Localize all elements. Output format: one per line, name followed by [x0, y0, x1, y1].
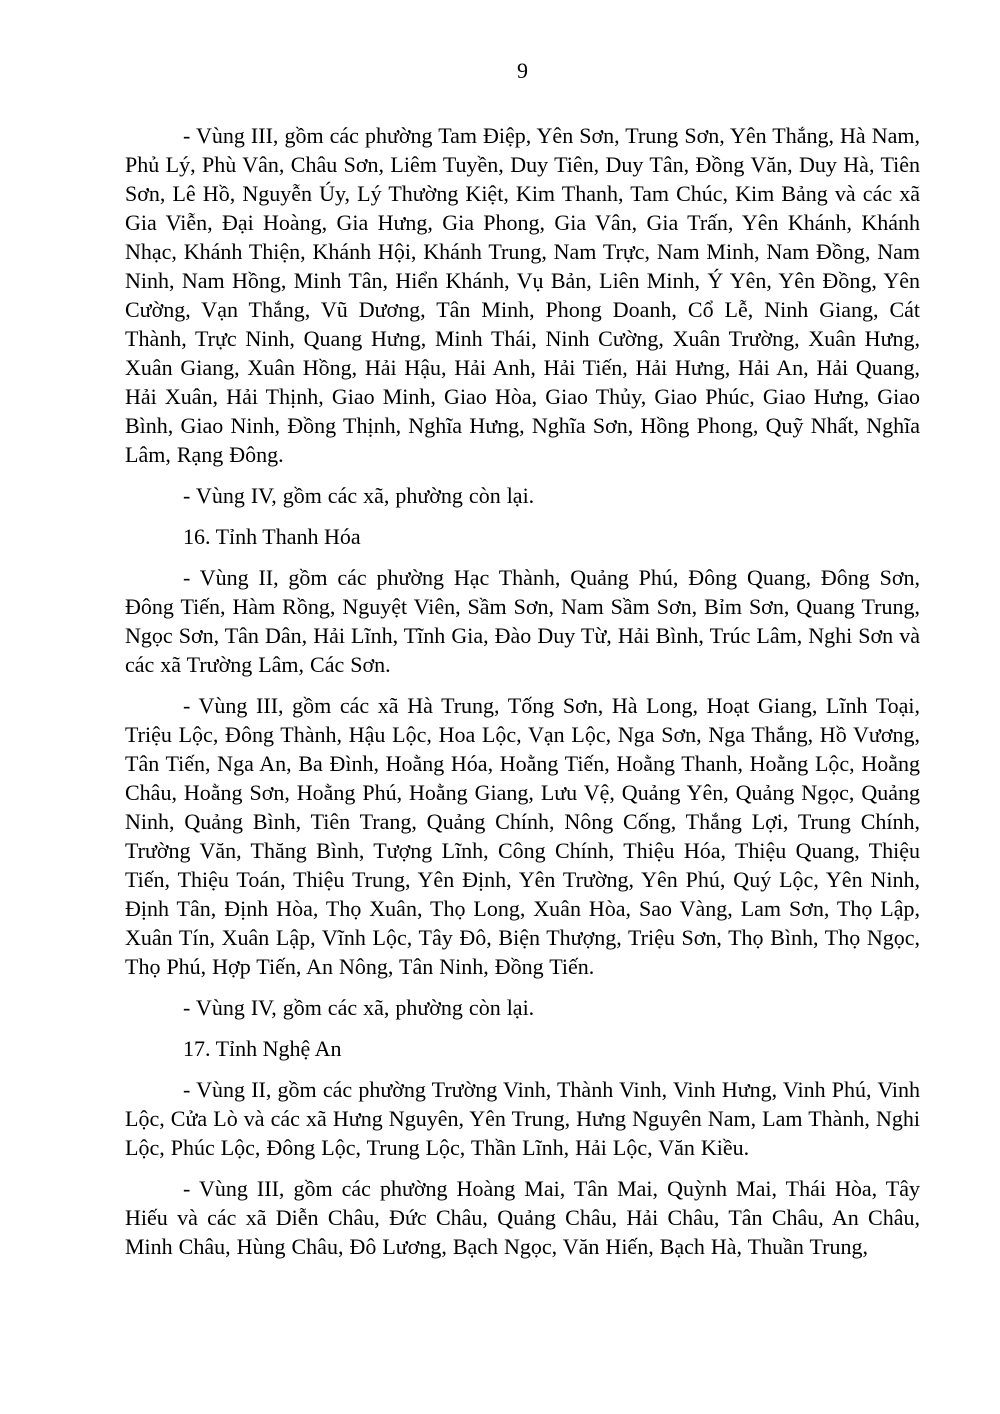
document-body: [125, 121, 920, 1261]
section-heading: 16. Tỉnh Thanh Hóa: [183, 524, 361, 549]
section-heading: 17. Tỉnh Nghệ An: [183, 1036, 342, 1061]
paragraph: - Vùng II, gồm các phường Trường Vinh, Thành Vinh, Vinh Hưng, Vinh Phú, Vinh Lộc, Cửa Lò và các xã Hưng Nguyên, Yên Trung, Hưng Nguyên Nam, Lam Thành, Nghi Lộc, Phúc Lộc, Đông Lộc, Trung Lộc, Thần Lĩnh, Hải Lộc, Văn Kiều.: [125, 1077, 920, 1160]
paragraph: - Vùng IV, gồm các xã, phường còn lại.: [183, 483, 535, 508]
paragraph: - Vùng III, gồm các xã Hà Trung, Tống Sơn, Hà Long, Hoạt Giang, Lĩnh Toại, Triệu Lộc, Đông Thành, Hậu Lộc, Hoa Lộc, Vạn Lộc, Nga Sơn, Nga Thắng, Hồ Vương, Tân Tiến, Nga An, Ba Đình, Hoằng Hóa, Hoằng Tiến, Hoằng Thanh, Hoằng Lộc, Hoằng Châu, Hoằng Sơn, Hoằng Phú, Hoằng Giang, Lưu Vệ, Quảng Yên, Quảng Ngọc, Quảng Ninh, Quảng Bình, Tiên Trang, Quảng Chính, Nông Cống, Thắng Lợi, Trung Chính, Trường Văn, Thăng Bình, Tượng Lĩnh, Công Chính, Thiệu Hóa, Thiệu Quang, Thiệu Tiến, Thiệu Toán, Thiệu Trung, Yên Định, Yên Trường, Yên Phú, Quý Lộc, Yên Ninh, Định Tân, Định Hòa, Thọ Xuân, Thọ Long, Xuân Hòa, Sao Vàng, Lam Sơn, Thọ Lập, Xuân Tín, Xuân Lập, Vĩnh Lộc, Tây Đô, Biện Thượng, Triệu Sơn, Thọ Bình, Thọ Ngọc, Thọ Phú, Hợp Tiến, An Nông, Tân Ninh, Đồng Tiến.: [125, 693, 920, 979]
paragraph: - Vùng III, gồm các phường Tam Điệp, Yên Sơn, Trung Sơn, Yên Thắng, Hà Nam, Phủ Lý, Phù Vân, Châu Sơn, Liêm Tuyền, Duy Tiên, Duy Tân, Đồng Văn, Duy Hà, Tiên Sơn, Lê Hồ, Nguyễn Úy, Lý Thường Kiệt, Kim Thanh, Tam Chúc, Kim Bảng và các xã Gia Viễn, Đại Hoàng, Gia Hưng, Gia Phong, Gia Vân, Gia Trấn, Yên Khánh, Khánh Nhạc, Khánh Thiện, Khánh Hội, Khánh Trung, Nam Trực, Nam Minh, Nam Đồng, Nam Ninh, Nam Hồng, Minh Tân, Hiển Khánh, Vụ Bản, Liên Minh, Ý Yên, Yên Đồng, Yên Cường, Vạn Thắng, Vũ Dương, Tân Minh, Phong Doanh, Cổ Lễ, Ninh Giang, Cát Thành, Trực Ninh, Quang Hưng, Minh Thái, Ninh Cường, Xuân Trường, Xuân Hưng, Xuân Giang, Xuân Hồng, Hải Hậu, Hải Anh, Hải Tiến, Hải Hưng, Hải An, Hải Quang, Hải Xuân, Hải Thịnh, Giao Minh, Giao Hòa, Giao Thủy, Giao Phúc, Giao Hưng, Giao Bình, Giao Ninh, Đồng Thịnh, Nghĩa Hưng, Nghĩa Sơn, Hồng Phong, Quỹ Nhất, Nghĩa Lâm, Rạng Đông.: [125, 123, 920, 467]
page-number: 9: [517, 58, 528, 83]
paragraph: - Vùng IV, gồm các xã, phường còn lại.: [183, 995, 535, 1020]
paragraph: - Vùng III, gồm các phường Hoàng Mai, Tân Mai, Quỳnh Mai, Thái Hòa, Tây Hiếu và các xã Diễn Châu, Đức Châu, Quảng Châu, Hải Châu, Tân Châu, An Châu, Minh Châu, Hùng Châu, Đô Lương, Bạch Ngọc, Văn Hiến, Bạch Hà, Thuần Trung,: [125, 1176, 920, 1259]
paragraph: - Vùng II, gồm các phường Hạc Thành, Quảng Phú, Đông Quang, Đông Sơn, Đông Tiến, Hàm Rồng, Nguyệt Viên, Sầm Sơn, Nam Sầm Sơn, Bỉm Sơn, Quang Trung, Ngọc Sơn, Tân Dân, Hải Lĩnh, Tĩnh Gia, Đào Duy Từ, Hải Bình, Trúc Lâm, Nghi Sơn và các xã Trường Lâm, Các Sơn.: [125, 565, 920, 677]
